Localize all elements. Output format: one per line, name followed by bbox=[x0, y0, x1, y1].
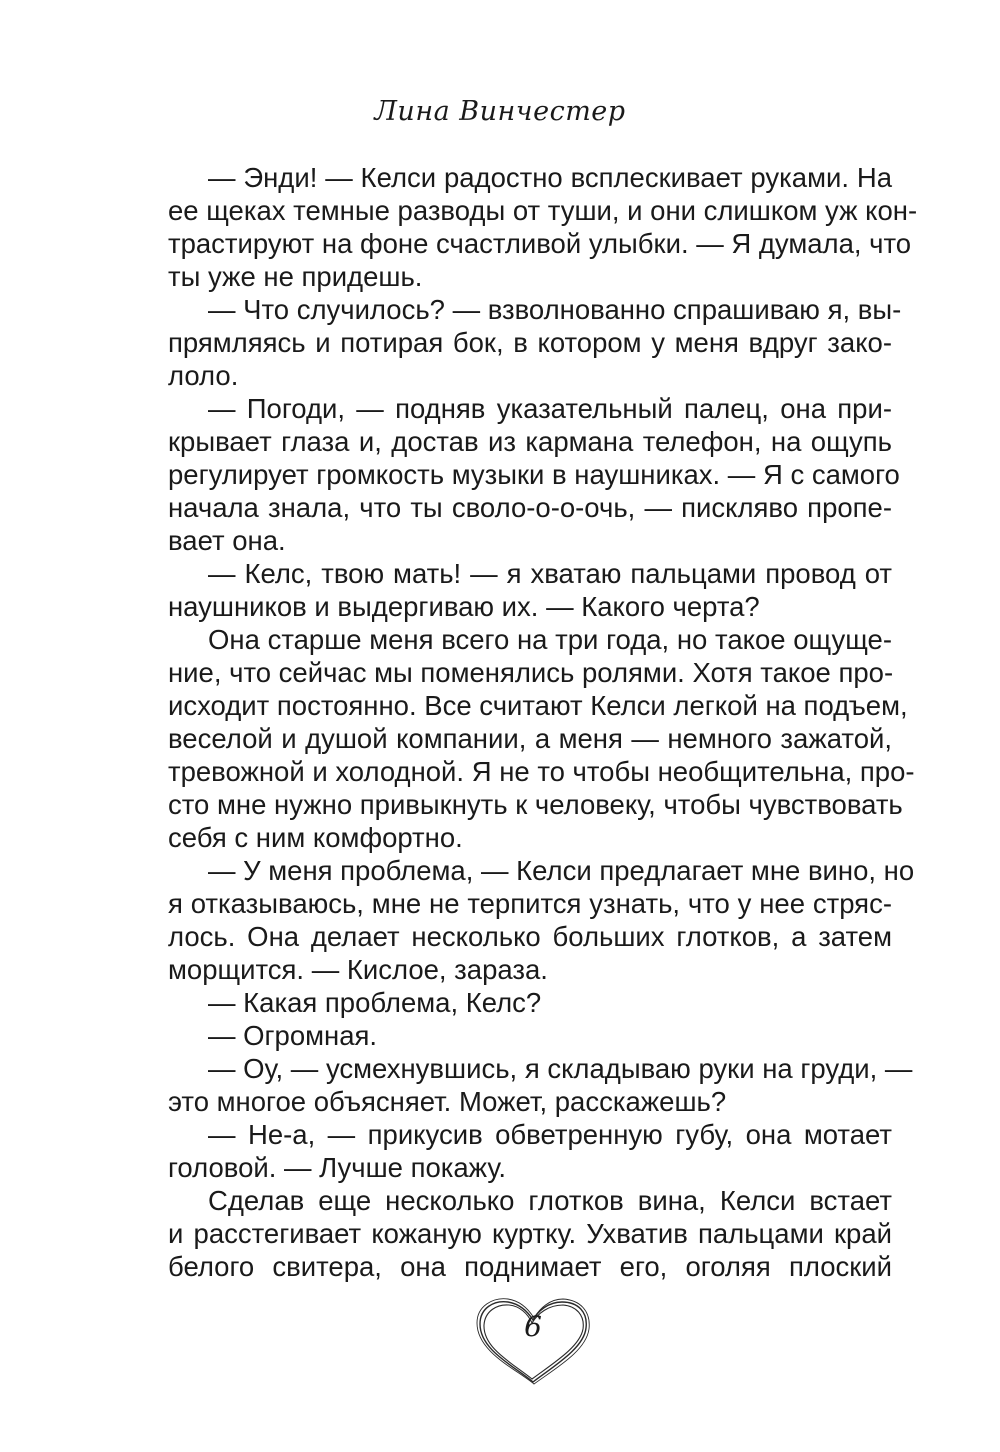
text-line: Она старше меня всего на три года, но такое ощуще- bbox=[208, 624, 892, 655]
text-line: — Огромная. bbox=[208, 1020, 378, 1051]
text-line: — Не-а, — прикусив обветренную губу, она мотает bbox=[208, 1119, 892, 1150]
text-line: и расстегивает кожаную куртку. Ухватив пальцами край bbox=[168, 1218, 892, 1249]
text-line: ние, что сейчас мы поменялись ролями. Хотя такое про- bbox=[168, 657, 894, 688]
text-line: головой. — Лучше покажу. bbox=[168, 1152, 507, 1183]
text-line: — У меня проблема, — Келси предлагает мне вино, но bbox=[208, 855, 915, 886]
text-line: себя с ним комфортно. bbox=[168, 822, 463, 853]
body-text bbox=[168, 161, 918, 1283]
text-line: — Погоди, — подняв указательный палец, она при- bbox=[208, 393, 892, 424]
text-line: тревожной и холодной. Я не то чтобы необщительна, про- bbox=[168, 756, 915, 787]
running-head-author: Лина Винчестер bbox=[374, 96, 626, 127]
text-line: веселой и душой компании, а меня — немного зажатой, bbox=[168, 723, 892, 754]
text-line: крывает глаза и, достав из кармана телефон, на ощупь bbox=[168, 426, 892, 457]
text-line: морщится. — Кислое, зараза. bbox=[168, 954, 548, 985]
text-line: — Что случилось? — взволнованно спрашиваю я, вы- bbox=[208, 294, 902, 325]
text-line: регулирует громкость музыки в наушниках. — Я с самого bbox=[168, 459, 900, 490]
text-line: лось. Она делает несколько больших глотков, а затем bbox=[168, 921, 892, 952]
text-line: вает она. bbox=[168, 525, 286, 556]
text-line: исходит постоянно. Все считают Келси легкой на подъем, bbox=[168, 690, 908, 721]
text-line: лоло. bbox=[168, 360, 239, 391]
text-line: — Какая проблема, Келс? bbox=[208, 987, 542, 1018]
text-line: ее щеках темные разводы от туши, и они слишком уж кон- bbox=[168, 195, 918, 226]
text-line: ты уже не придешь. bbox=[168, 261, 423, 292]
text-line: сто мне нужно привыкнуть к человеку, чтобы чувствовать bbox=[168, 789, 903, 820]
text-line: трастируют на фоне счастливой улыбки. — Я думала, что bbox=[168, 228, 912, 259]
text-line: — Энди! — Келси радостно всплескивает руками. На bbox=[208, 162, 892, 193]
text-line: я отказываюсь, мне не терпится узнать, что у нее стряс- bbox=[168, 888, 892, 919]
text-line: — Оу, — усмехнувшись, я складываю руки на груди, — bbox=[208, 1053, 913, 1084]
page-number: 6 bbox=[524, 1310, 542, 1343]
text-line: Сделав еще несколько глотков вина, Келси встает bbox=[208, 1185, 892, 1216]
text-line: прямляясь и потирая бок, в котором у меня вдруг зако- bbox=[168, 327, 892, 358]
text-line: это многое объясняет. Может, расскажешь? bbox=[168, 1086, 727, 1117]
text-line: — Келс, твою мать! — я хватаю пальцами провод от bbox=[208, 558, 892, 589]
page-number-badge bbox=[474, 1296, 592, 1388]
text-line: наушников и выдергиваю их. — Какого черта? bbox=[168, 591, 760, 622]
text-line: начала знала, что ты своло-о-о-очь, — пискляво пропе- bbox=[168, 492, 892, 523]
text-line: белого свитера, она поднимает его, оголяя плоский bbox=[168, 1251, 892, 1282]
